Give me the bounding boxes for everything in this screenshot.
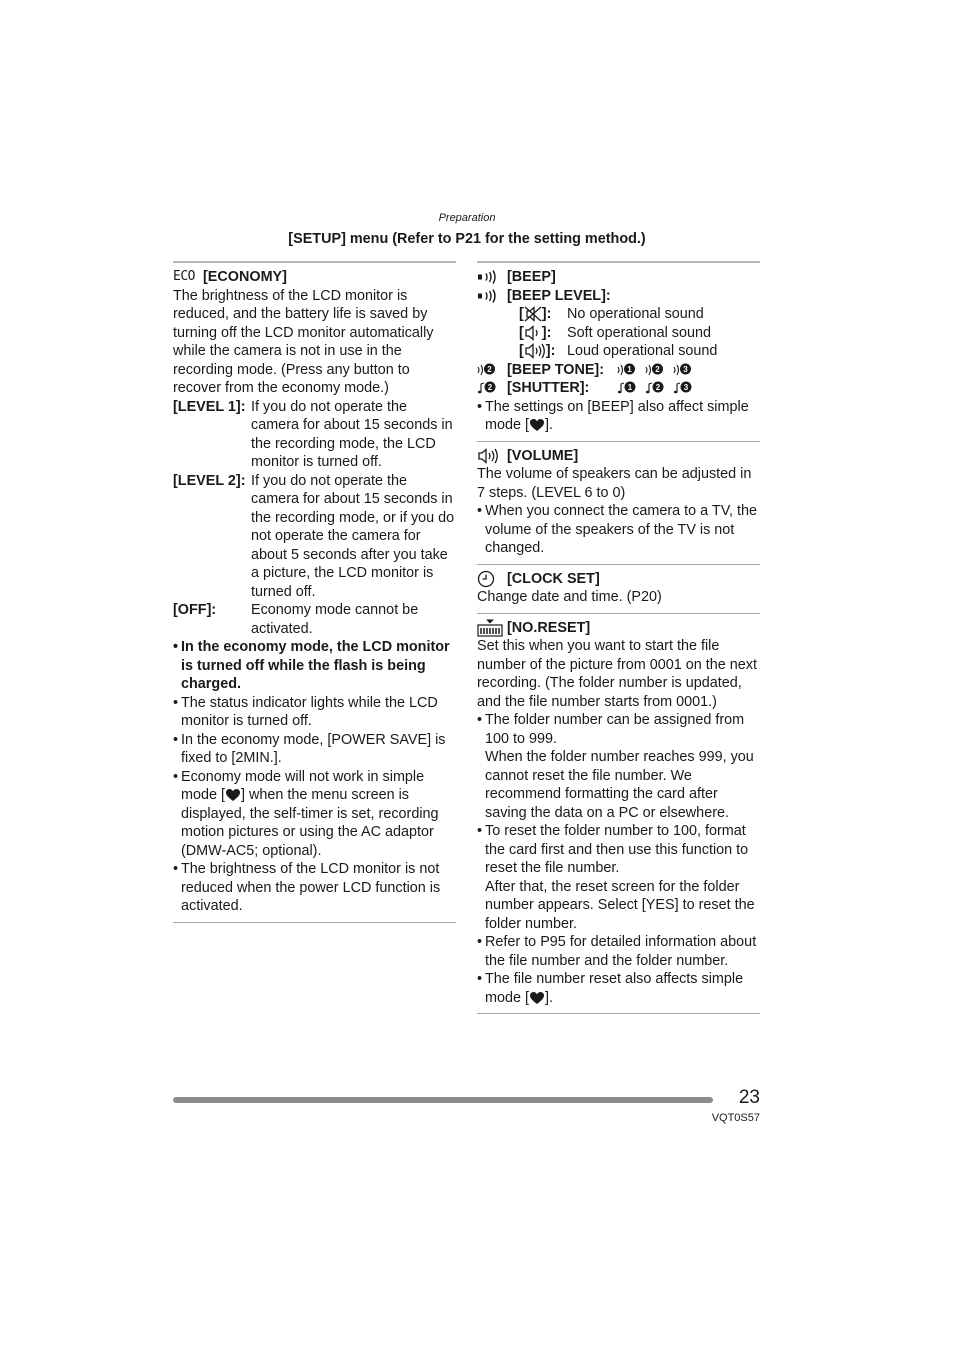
clock-icon — [477, 570, 507, 588]
list-item — [477, 970, 760, 1007]
heart-icon — [225, 788, 241, 802]
left-column — [173, 261, 456, 923]
list-item: • When you connect the camera to a TV, the volume of the speakers of the TV is not changed. — [477, 502, 760, 558]
noreset-text: Set this when you want to start the file number of the picture from 0001 on the next recording. (The folder number is updated, and the file number starts from 0001.) — [477, 638, 757, 710]
document-code: VQT0S57 — [711, 1112, 760, 1124]
beep-icon — [477, 270, 507, 284]
heart-icon — [529, 418, 545, 432]
shutter-sound-icon — [477, 381, 507, 395]
shutter-option-3-icon — [673, 381, 693, 395]
beep-level-option — [477, 324, 760, 343]
svg-text:3: 3 — [683, 383, 689, 393]
level-desc: If you do not operate the camera for about 15 seconds in the recording mode, the LCD monitor is turned off. — [251, 398, 453, 470]
tone-option-1-icon — [617, 363, 637, 377]
note-text: After that, the reset screen for the folder number appears. Select [YES] to reset the folder number. — [485, 878, 755, 932]
clock-title-text: [CLOCK SET] — [507, 570, 600, 587]
beep-level-label: No operational sound — [567, 306, 704, 322]
note-text: To reset the folder number to 100, format the card first and then use this function to reset the file number. — [485, 823, 749, 876]
bracket-close: ]: — [545, 343, 556, 359]
shutter-label-wrap — [477, 379, 617, 398]
svg-text:2: 2 — [655, 383, 661, 393]
list-item: • In the economy mode, the LCD monitor is turned off while the flash is being charged. — [173, 638, 456, 694]
volume-text: The volume of speakers can be adjusted in 7 steps. (LEVEL 6 to 0) — [477, 466, 752, 501]
note-text: ]. — [545, 417, 553, 433]
beep-tone-label: [BEEP TONE]: — [507, 361, 605, 378]
svg-text:2: 2 — [487, 383, 493, 393]
beep-tone-choices — [617, 363, 693, 377]
heart-icon — [529, 991, 545, 1005]
clock-title — [477, 570, 760, 589]
note-text: Economy mode will not work in simple mode [ — [181, 768, 425, 803]
beep-level-title — [477, 287, 760, 306]
economy-section — [173, 263, 456, 922]
beep-title-text: [BEEP] — [507, 269, 556, 285]
page-number: 23 — [738, 1087, 760, 1108]
shutter-option-2-icon — [645, 381, 665, 395]
noreset-section — [477, 614, 760, 1014]
list-item: • The brightness of the LCD monitor is not reduced when the power LCD function is activated. — [173, 860, 456, 916]
list-item: • The status indicator lights while the LCD monitor is turned off. — [173, 694, 456, 731]
file-number-reset-icon — [477, 619, 507, 637]
volume-title — [477, 447, 760, 466]
beep-level-label: Loud operational sound — [567, 343, 718, 359]
beep-level-label: Soft operational sound — [567, 324, 712, 341]
svg-text:1: 1 — [627, 364, 632, 374]
list-item — [477, 822, 760, 933]
beep-title — [477, 268, 760, 287]
note-text: The folder number can be assigned from 100 to 999. — [485, 712, 745, 747]
beep-section — [477, 263, 760, 441]
beep-level-title-text: [BEEP LEVEL]: — [507, 287, 611, 304]
beep-level-option — [477, 305, 760, 324]
list-item: • Refer to P95 for detailed information about the file number and the folder number. — [477, 933, 760, 970]
beep-level-option — [477, 342, 760, 361]
right-column — [477, 261, 760, 1014]
bracket: [ ]: — [519, 324, 552, 341]
beep-tone-label-wrap — [477, 361, 617, 380]
clock-text: Change date and time. (P20) — [477, 589, 662, 605]
economy-notes — [173, 638, 456, 916]
note-text: The settings on [BEEP] also affect simple mode [ — [485, 398, 749, 433]
bracket: [ ]: — [519, 343, 556, 359]
note-text: ]. — [545, 989, 553, 1006]
eco-icon: ECO — [173, 269, 195, 284]
speaker-muted-icon — [524, 306, 542, 322]
level-term: [LEVEL 1]: — [173, 398, 246, 415]
clock-section — [477, 565, 760, 613]
beep-tone-icon — [477, 363, 507, 377]
bracket: [ ]: — [519, 306, 552, 322]
speaker-soft-icon — [524, 325, 542, 341]
tone-option-3-icon — [673, 363, 693, 377]
volume-icon — [477, 447, 507, 465]
note-text: ] when the menu screen is displayed, the self-timer is set, recording motion pictures or using the AC adaptor (DMW-AC5; optional). — [181, 787, 439, 859]
shutter-label: [SHUTTER]: — [507, 380, 590, 396]
section-label: Preparation — [438, 212, 496, 224]
svg-text:2: 2 — [487, 364, 492, 374]
level-desc: If you do not operate the camera for about 15 seconds in the recording mode, or if you do not operate the camera for about 5 seconds after you take a picture, the LCD monitor is turned off. — [251, 472, 455, 600]
volume-section — [477, 442, 760, 564]
level-row — [173, 601, 456, 638]
bracket-close: ]: — [541, 306, 552, 322]
svg-text:2: 2 — [655, 364, 660, 374]
level-row — [173, 472, 456, 602]
level-term: [OFF]: — [173, 602, 217, 618]
volume-notes — [477, 502, 760, 558]
economy-title — [173, 268, 456, 287]
economy-title-text: [ECONOMY] — [203, 269, 287, 285]
svg-text:3: 3 — [683, 364, 688, 374]
noreset-notes — [477, 711, 760, 1007]
speaker-loud-icon — [524, 343, 546, 359]
divider — [173, 922, 456, 923]
bracket-close: ]: — [541, 324, 552, 341]
tone-option-2-icon — [645, 363, 665, 377]
level-desc: Economy mode cannot be activated. — [251, 602, 419, 637]
list-item — [477, 398, 760, 435]
level-row — [173, 398, 456, 472]
noreset-title — [477, 619, 760, 638]
page-bar — [173, 1097, 713, 1103]
note-text: The file number reset also affects simple mode [ — [485, 971, 744, 1006]
economy-intro: The brightness of the LCD monitor is reduced, and the battery life is saved by turning off the LCD monitor automatically while the camera is not in use in the recording mode. (Press any button to recover from the economy mode.) — [173, 287, 434, 396]
shutter-option-1-icon — [617, 381, 637, 395]
list-item — [173, 768, 456, 861]
note-text: When the folder number reaches 999, you cannot reset the file number. We recommend formatting the card after saving the data on a PC or elsewhere. — [485, 749, 754, 821]
beep-level-icon — [477, 289, 507, 303]
shutter-choices — [617, 381, 693, 395]
volume-title-text: [VOLUME] — [507, 447, 579, 464]
divider — [477, 1013, 760, 1014]
shutter-row — [477, 379, 760, 398]
page-heading: [SETUP] menu (Refer to P21 for the setting method.) — [288, 231, 646, 247]
beep-notes — [477, 398, 760, 435]
list-item — [477, 711, 760, 822]
noreset-title-text: [NO.RESET] — [507, 619, 591, 636]
economy-levels — [173, 398, 456, 639]
svg-text:1: 1 — [627, 383, 633, 393]
level-term: [LEVEL 2]: — [173, 472, 246, 489]
beep-tone-row — [477, 361, 760, 380]
list-item: • In the economy mode, [POWER SAVE] is fixed to [2MIN.]. — [173, 731, 456, 768]
